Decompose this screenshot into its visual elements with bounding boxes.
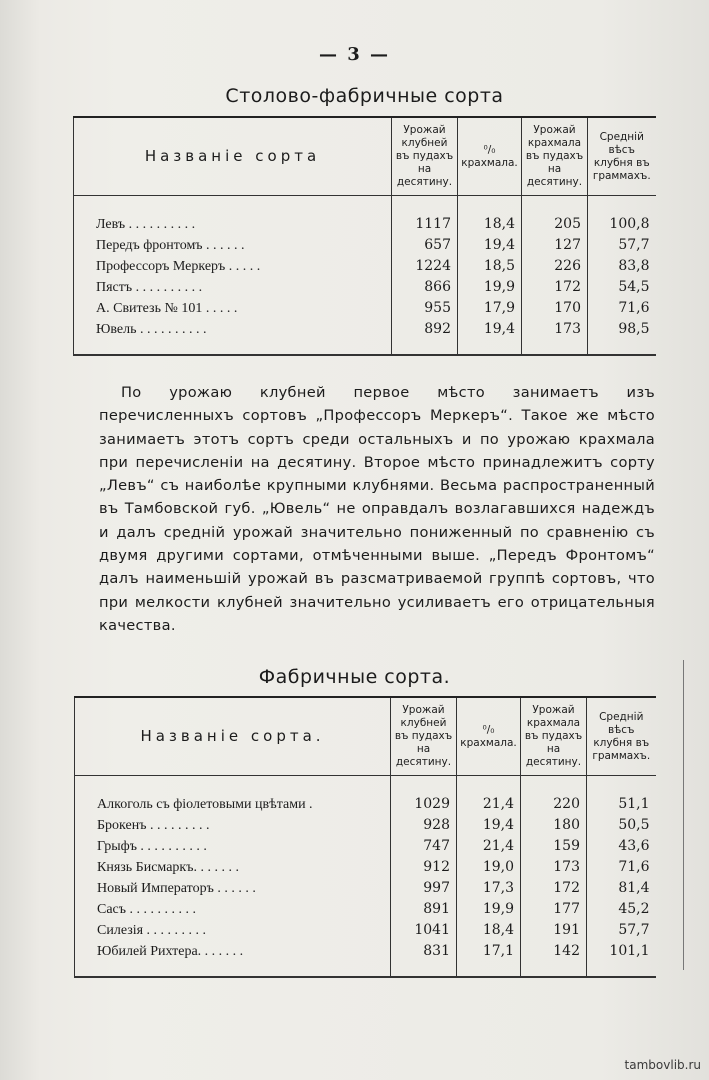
tuber-yield: 747: [391, 836, 457, 857]
page-number: — 3 —: [318, 44, 391, 65]
table1-header-row: [74, 117, 656, 196]
table1-header-yield: Урожай клубней въ пудахъ на десятину.: [392, 117, 458, 196]
tuber-yield: 1041: [391, 920, 457, 941]
margin-pencil-mark: [683, 660, 684, 970]
variety-name: Князь Бисмаркъ. . . . . . .: [75, 857, 391, 878]
table-row: [74, 298, 656, 319]
table1-header-weight: Средній вѣсъ клубня въ граммахъ.: [588, 117, 656, 196]
starch-yield: 177: [521, 899, 587, 920]
tuber-yield: 1224: [392, 256, 458, 277]
starch-yield: 127: [522, 235, 588, 256]
table-factory-varieties: [74, 696, 656, 978]
tuber-yield: 892: [392, 319, 458, 355]
starch-percent: 18,5: [458, 256, 522, 277]
tuber-weight: 57,7: [588, 235, 656, 256]
variety-name: Ювель . . . . . . . . . .: [74, 319, 392, 355]
variety-name: Левъ . . . . . . . . . .: [74, 196, 392, 236]
starch-yield: 180: [521, 815, 587, 836]
table-row: [75, 836, 656, 857]
starch-yield: 226: [522, 256, 588, 277]
starch-yield: 173: [521, 857, 587, 878]
table-row: [74, 277, 656, 298]
tuber-yield: 891: [391, 899, 457, 920]
table2-header-starch-yield: Урожай крахмала въ пудахъ на десятину.: [521, 697, 587, 776]
tuber-yield: 955: [392, 298, 458, 319]
tuber-yield: 928: [391, 815, 457, 836]
starch-yield: 170: [522, 298, 588, 319]
starch-yield: 205: [522, 196, 588, 236]
variety-name: Силезія . . . . . . . . .: [75, 920, 391, 941]
starch-yield: 172: [521, 878, 587, 899]
table-row: [75, 878, 656, 899]
table-row: [74, 196, 656, 236]
table-table-food-factory-varieties: [73, 116, 656, 356]
tuber-weight: 71,6: [587, 857, 656, 878]
variety-name: А. Свитезь № 101 . . . . .: [74, 298, 392, 319]
table-row: [74, 256, 656, 277]
starch-yield: 142: [521, 941, 587, 977]
tuber-weight: 81,4: [587, 878, 656, 899]
tuber-yield: 866: [392, 277, 458, 298]
starch-yield: 172: [522, 277, 588, 298]
tuber-yield: 997: [391, 878, 457, 899]
tuber-weight: 45,2: [587, 899, 656, 920]
starch-percent: 19,0: [457, 857, 521, 878]
variety-name: Грыфъ . . . . . . . . . .: [75, 836, 391, 857]
variety-name: Сасъ . . . . . . . . . .: [75, 899, 391, 920]
tuber-weight: 100,8: [588, 196, 656, 236]
table2-header-weight: Средній вѣсъ клубня въ граммахъ.: [587, 697, 656, 776]
tuber-weight: 51,1: [587, 776, 656, 816]
variety-name: Новый Императоръ . . . . . .: [75, 878, 391, 899]
variety-name: Брокенъ . . . . . . . . .: [75, 815, 391, 836]
tuber-weight: 50,5: [587, 815, 656, 836]
starch-percent: 21,4: [457, 836, 521, 857]
table-row: [74, 319, 656, 355]
tuber-yield: 1117: [392, 196, 458, 236]
starch-yield: 191: [521, 920, 587, 941]
table-row: [75, 920, 656, 941]
tuber-yield: 1029: [391, 776, 457, 816]
starch-percent: 19,9: [457, 899, 521, 920]
tuber-weight: 43,6: [587, 836, 656, 857]
table2-header-yield: Урожай клубней въ пудахъ на десятину.: [391, 697, 457, 776]
tuber-weight: 83,8: [588, 256, 656, 277]
tuber-yield: 657: [392, 235, 458, 256]
table1-header-name: Названіе сорта: [74, 117, 392, 196]
table-row: [75, 899, 656, 920]
variety-name: Юбилей Рихтера. . . . . . .: [75, 941, 391, 977]
starch-percent: 19,9: [458, 277, 522, 298]
starch-yield: 173: [522, 319, 588, 355]
starch-percent: 21,4: [457, 776, 521, 816]
variety-name: Профессоръ Меркеръ . . . . .: [74, 256, 392, 277]
starch-percent: 17,9: [458, 298, 522, 319]
starch-percent: 17,1: [457, 941, 521, 977]
tuber-yield: 831: [391, 941, 457, 977]
starch-yield: 220: [521, 776, 587, 816]
table-row: [75, 776, 656, 816]
table1-title: Столово-фабричные сорта: [225, 85, 504, 107]
tuber-weight: 54,5: [588, 277, 656, 298]
variety-name: Передъ фронтомъ . . . . . .: [74, 235, 392, 256]
table-row: [74, 235, 656, 256]
starch-percent: 18,4: [458, 196, 522, 236]
table-row: [75, 941, 656, 977]
analysis-paragraph: По урожаю клубней первое мѣсто занимаетъ изъ перечисленныхъ сортовъ „Профессоръ Меркеръ“. Такое же мѣсто занимаетъ этотъ сортъ среди остальныхъ и по урожаю крахмала при перечисленіи на десятину. Второе мѣсто принадлежитъ сорту „Левъ“ съ наиболѣе крупными клубнями. Весьма распространенный въ Тамбовской губ. „Ювель“ не оправдалъ возлагавшихся надеждъ и далъ средній урожай значительно пониженный по сравненію съ двумя другими сортами, отмѣченными выше. „Передъ Фронтомъ“ далъ наименьшій урожай въ разсматриваемой группѣ сортовъ, что при мелкости клубней значительно усиливаетъ его отрицательныя качества.: [99, 384, 655, 634]
table2-header-row: [75, 697, 656, 776]
tuber-weight: 98,5: [588, 319, 656, 355]
variety-name: Алкоголь съ фіолетовыми цвѣтами .: [75, 776, 391, 816]
tuber-weight: 57,7: [587, 920, 656, 941]
starch-yield: 159: [521, 836, 587, 857]
starch-percent: 18,4: [457, 920, 521, 941]
starch-percent: 17,3: [457, 878, 521, 899]
variety-name: Пястъ . . . . . . . . . .: [74, 277, 392, 298]
starch-percent: 19,4: [457, 815, 521, 836]
table1-header-starch-pct: ⁰/₀ крахмала.: [458, 117, 522, 196]
tuber-weight: 71,6: [588, 298, 656, 319]
tuber-yield: 912: [391, 857, 457, 878]
table2-header-name: Названіе сорта.: [75, 697, 391, 776]
table-row: [75, 815, 656, 836]
starch-percent: 19,4: [458, 319, 522, 355]
table2-header-starch-pct: ⁰/₀ крахмала.: [457, 697, 521, 776]
table2-title: Фабричные сорта.: [258, 666, 451, 688]
source-watermark[interactable]: tambovlib.ru: [624, 1058, 701, 1072]
tuber-weight: 101,1: [587, 941, 656, 977]
starch-percent: 19,4: [458, 235, 522, 256]
table-row: [75, 857, 656, 878]
table1-header-starch-yield: Урожай крахмала въ пудахъ на десятину.: [522, 117, 588, 196]
